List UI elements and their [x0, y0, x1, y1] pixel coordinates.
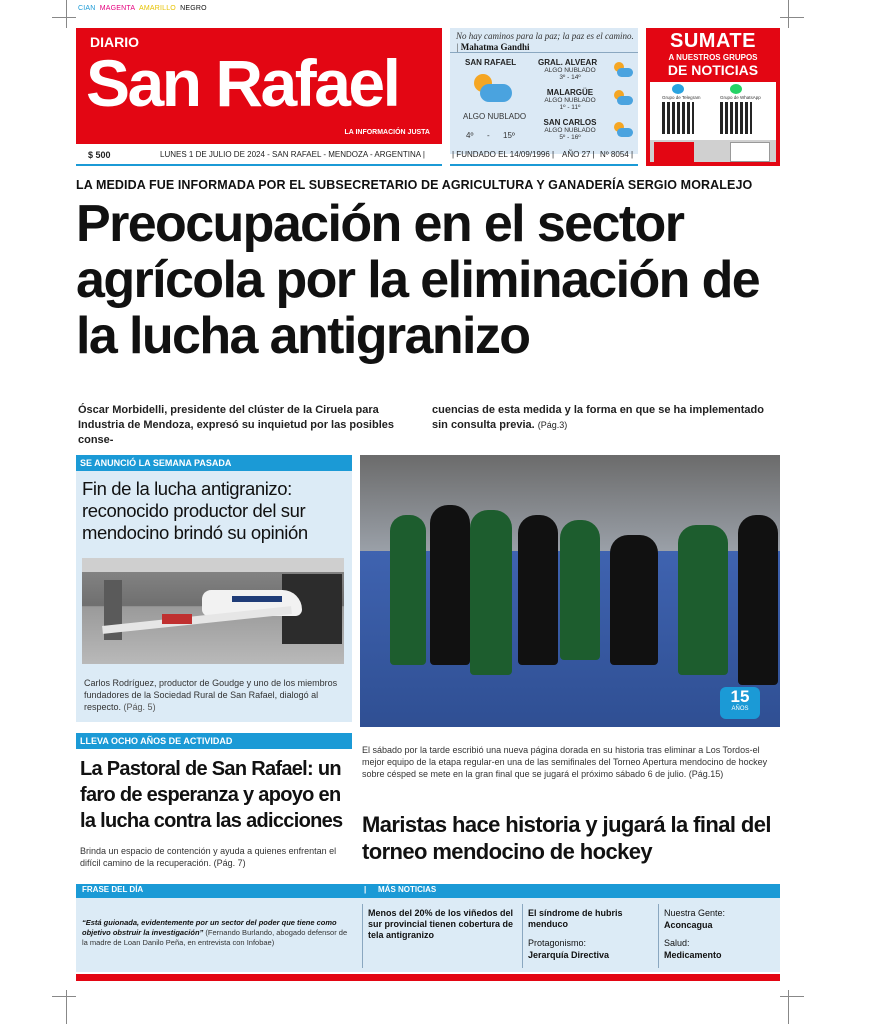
mas-noticias-label: MÁS NOTICIAS: [378, 885, 437, 894]
telegram-qr-code[interactable]: [662, 102, 694, 134]
feature-story-box: [76, 455, 352, 722]
masthead-logo[interactable]: [76, 28, 442, 144]
airplane-photo: [82, 558, 344, 664]
weather-city: SAN CARLOS: [543, 118, 597, 127]
crop-mark: [52, 996, 76, 997]
quote-author: Mahatma Gandhi: [460, 42, 530, 52]
weather-main-max: 15º: [503, 131, 515, 140]
mas-noticias-marker: |: [364, 885, 367, 894]
news-item-5[interactable]: Medicamento: [664, 950, 722, 960]
story-text: El sábado por la tarde escribió una nueva página dorada en su historia tras eliminar a Los Tordos-el mejor equipo de la etapa regular-en una de las semifinales del Torneo Apertura mendocino de hockey sobre césped se mete en la gran final que se jugará el próximo sábado 6 de julio.: [362, 745, 768, 779]
qr-label-telegram: Grupo de Telegram: [662, 95, 701, 100]
hockey-team-photo[interactable]: [360, 455, 780, 727]
weather-main-city: SAN RAFAEL: [465, 58, 517, 67]
anniversary-badge: [720, 687, 760, 719]
logo-tagline: LA INFORMACIÓN JUSTA: [344, 129, 430, 136]
lead-kicker: LA MEDIDA FUE INFORMADA POR EL SUBSECRETARIO DE AGRICULTURA Y GANADERÍA SERGIO MORALEJO: [76, 178, 753, 192]
news-item-5-label: Salud:: [664, 938, 690, 948]
lead-text: Óscar Morbidelli, presidente del clúster de la Ciruela para Industria de Mendoza, expresó su inquietud por las posibles conse-: [78, 404, 394, 446]
lead-text-col2: [432, 403, 782, 433]
weather-condition: ALGO NUBLADO: [544, 97, 596, 104]
weather-item: [538, 118, 602, 141]
logo-name: San Rafael: [86, 46, 399, 120]
weather-condition: ALGO NUBLADO: [544, 67, 596, 74]
promo-line1: A NUESTROS GRUPOS: [668, 53, 758, 62]
lead-text: cuencias de esta medida y la forma en que se ha implementado sin consulta previa.: [432, 404, 764, 431]
founded-date: | FUNDADO EL 14/09/1996 |: [452, 150, 555, 159]
print-color-bar: [78, 5, 209, 12]
news-item-4[interactable]: Aconcagua: [664, 920, 713, 930]
hockey-text: [362, 744, 780, 780]
weather-condition: ALGO NUBLADO: [544, 127, 596, 134]
magenta-label: MAGENTA: [99, 5, 136, 12]
divider: [76, 164, 442, 166]
news-item-3[interactable]: Jerarquía Directiva: [528, 950, 610, 960]
weather-main-condition: ALGO NUBLADO: [463, 112, 527, 121]
whatsapp-qr-code[interactable]: [720, 102, 752, 134]
hockey-title[interactable]: Maristas hace historia y jugará la final del torneo mendocino de hockey: [362, 812, 771, 864]
weather-temps: 3º - 14º: [559, 74, 581, 81]
telegram-icon: [672, 84, 684, 94]
divider: [658, 904, 659, 968]
weather-city: MALARGÜE: [546, 88, 594, 97]
frase-label: FRASE DEL DÍA: [82, 885, 144, 894]
promo-title: SUMATE: [670, 30, 756, 52]
partly-cloudy-icon: [472, 72, 514, 106]
quote-separator: |: [456, 42, 459, 52]
frase-source: (Fernando Burlando, abogado defensor de la madre de Loan Danilo Peña, en entrevista con Infobae): [82, 928, 348, 947]
section-tag: LLEVA OCHO AÑOS DE ACTIVIDAD: [76, 733, 352, 749]
crop-mark: [780, 17, 804, 18]
badge-number: 15: [730, 687, 750, 706]
news-item-3-label: Protagonismo:: [528, 938, 587, 948]
lead-headline[interactable]: Preocupación en el sector agrícola por la eliminación de la lucha antigranizo: [76, 195, 760, 365]
divider: [362, 904, 363, 968]
frase-del-dia: [82, 918, 354, 948]
story2-text: [80, 845, 356, 869]
divider: [450, 52, 638, 53]
news-item-2[interactable]: El síndrome de hubris menduco: [528, 908, 623, 929]
divider: [450, 164, 638, 166]
feature-caption: [84, 677, 348, 713]
frase-quote: “Está guionada, evidentemente por un sector del poder que tiene como objetivo obstruir la investigación”: [82, 918, 337, 937]
logo-diario: DIARIO: [90, 34, 139, 50]
weather-city: GRAL. ALVEAR: [538, 58, 598, 67]
weather-temps: 5º - 16º: [559, 134, 581, 141]
promo-line2: DE NOTICIAS: [667, 62, 759, 78]
yellow-label: AMARILLO: [138, 5, 176, 12]
story2-title[interactable]: La Pastoral de San Rafael: un faro de esperanza y apoyo en la lucha contra las adicciones: [80, 758, 343, 832]
weather-main-dash: -: [487, 131, 490, 140]
weather-temps: 1º - 11º: [559, 104, 581, 111]
newspaper-thumbnail-strip: [650, 140, 776, 162]
black-label: NEGRO: [180, 5, 207, 12]
story-text: Brinda un espacio de contención y ayuda a quienes enfrentan el difícil camino de la recuperación.: [80, 846, 337, 868]
lead-text-col1: [78, 403, 428, 448]
page-ref[interactable]: (Pág. 5): [123, 702, 156, 712]
news-item-1[interactable]: Menos del 20% de los viñedos del sur provincial tienen cobertura de tela antigranizo: [368, 908, 514, 940]
section-tag: SE ANUNCIÓ LA SEMANA PASADA: [76, 455, 352, 471]
news-item-4-label: Nuestra Gente:: [664, 908, 726, 918]
page-ref[interactable]: (Pág. 7): [213, 858, 246, 868]
qr-label-whatsapp: Grupo de WhatsApp: [720, 95, 761, 100]
crop-mark: [66, 0, 67, 28]
crop-mark: [788, 0, 789, 28]
price: $ 500: [88, 150, 111, 160]
promo-qr-area: [650, 82, 776, 162]
bottom-red-bar: [76, 974, 780, 981]
weather-item: [538, 88, 602, 111]
partly-cloudy-icon: [612, 62, 634, 78]
divider: [522, 904, 523, 968]
crop-mark: [780, 996, 804, 997]
badge-label: AÑOS: [731, 706, 749, 712]
whatsapp-icon: [730, 84, 742, 94]
weather-main-min: 4º: [466, 131, 474, 140]
page-ref[interactable]: (Pág.15): [688, 769, 724, 779]
partly-cloudy-icon: [612, 122, 634, 138]
crop-mark: [52, 17, 76, 18]
feature-title[interactable]: Fin de la lucha antigranizo: reconocido productor del sur mendocino brindó su opinión: [82, 478, 308, 543]
issue-number: Nº 8054 |: [600, 150, 634, 159]
partly-cloudy-icon: [612, 90, 634, 106]
cyan-label: CIAN: [78, 5, 96, 12]
weather-item: [538, 58, 602, 81]
issue-date: LUNES 1 DE JULIO DE 2024 - SAN RAFAEL - MENDOZA - ARGENTINA |: [160, 150, 425, 159]
caption-text: Carlos Rodríguez, productor de Goudge y uno de los miembros fundadores de la Sociedad Rural de San Rafael, dialogó al respecto.: [84, 678, 338, 712]
quote-text: No hay caminos para la paz; la paz es el camino.: [456, 31, 634, 41]
page-ref[interactable]: (Pág.3): [537, 420, 568, 430]
quote-of-day: [456, 31, 634, 53]
year-number: AÑO 27 |: [562, 150, 595, 159]
news-groups-promo[interactable]: [646, 28, 780, 166]
